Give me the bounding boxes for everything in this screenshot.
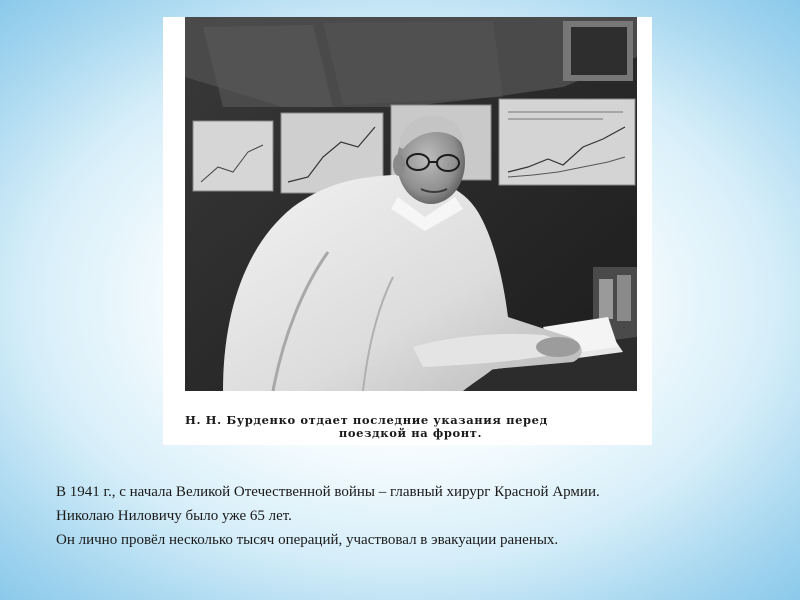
photo-image — [163, 17, 652, 445]
caption-line-1: Н. Н. Бурденко отдает последние указания перед — [185, 413, 548, 427]
paragraph: Николаю Ниловичу было уже 65 лет. — [56, 508, 292, 524]
caption-line-2: поездкой на фронт. — [338, 426, 483, 440]
paragraph: В 1941 г., с начала Великой Отечественной войны – главный хирург Красной Армии. — [56, 484, 600, 500]
historical-photo — [163, 17, 652, 445]
paragraph: Он лично провёл несколько тысяч операций, участвовал в эвакуации раненых. — [56, 532, 559, 548]
slide-body-text — [56, 480, 776, 552]
photo-caption — [163, 414, 652, 440]
